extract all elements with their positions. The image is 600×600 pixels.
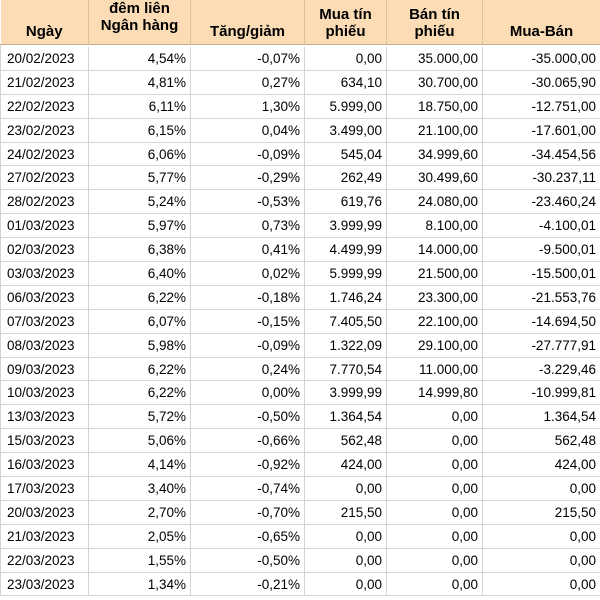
cell-change[interactable]: 0,04% [191,118,305,142]
cell-net-purchase-sale[interactable]: 215,50 [483,500,600,524]
cell-bill-purchase[interactable]: 5.999,99 [305,262,387,286]
cell-date[interactable]: 02/03/2023 [1,238,89,262]
cell-net-purchase-sale[interactable]: -21.553,76 [483,285,600,309]
header-interbank-rate[interactable]: đêm liên Ngân hàng [89,0,191,44]
cell-date[interactable]: 17/03/2023 [1,477,89,501]
table-row [1,333,600,357]
cell-interbank-rate[interactable]: 4,81% [89,70,191,94]
cell-bill-sale[interactable]: 0,00 [387,477,483,501]
cell-date[interactable]: 06/03/2023 [1,285,89,309]
cell-bill-sale[interactable]: 24.080,00 [387,190,483,214]
cell-date[interactable]: 21/03/2023 [1,524,89,548]
cell-change[interactable]: -0,53% [191,190,305,214]
table-row [1,453,600,477]
cell-date[interactable]: 24/02/2023 [1,142,89,166]
cell-bill-sale[interactable]: 0,00 [387,572,483,596]
table-row [1,572,600,596]
cell-bill-purchase[interactable]: 0,00 [305,572,387,596]
table-row [1,214,600,238]
cell-net-purchase-sale[interactable]: -3.229,46 [483,357,600,381]
cell-bill-sale[interactable]: 21.500,00 [387,262,483,286]
cell-change[interactable]: -0,92% [191,453,305,477]
cell-interbank-rate[interactable]: 6,40% [89,262,191,286]
table-row [1,94,600,118]
table-row [1,524,600,548]
cell-bill-purchase[interactable]: 562,48 [305,429,387,453]
header-bill-sale[interactable]: Bán tín phiếu [387,0,483,44]
header-net-purchase-sale[interactable]: Mua-Bán [483,0,600,44]
cell-net-purchase-sale[interactable]: -10.999,81 [483,381,600,405]
cell-net-purchase-sale[interactable]: -14.694,50 [483,309,600,333]
cell-change[interactable]: 0,24% [191,357,305,381]
cell-net-purchase-sale[interactable]: -27.777,91 [483,333,600,357]
cell-change[interactable]: -0,50% [191,405,305,429]
cell-bill-sale[interactable]: 0,00 [387,524,483,548]
cell-net-purchase-sale[interactable]: -15.500,01 [483,262,600,286]
cell-change[interactable]: -0,15% [191,309,305,333]
cell-bill-purchase[interactable]: 634,10 [305,70,387,94]
header-bill-purchase[interactable]: Mua tín phiếu [305,0,387,44]
cell-bill-sale[interactable]: 0,00 [387,548,483,572]
cell-change[interactable]: 0,00% [191,381,305,405]
table-row [1,47,600,71]
cell-bill-purchase[interactable]: 0,00 [305,548,387,572]
table-row [1,262,600,286]
cell-change[interactable]: -0,50% [191,548,305,572]
cell-bill-sale[interactable]: 23.300,00 [387,285,483,309]
cell-interbank-rate[interactable]: 5,97% [89,214,191,238]
cell-bill-sale[interactable]: 35.000,00 [387,47,483,71]
cell-date[interactable]: 23/03/2023 [1,572,89,596]
cell-interbank-rate[interactable]: 6,22% [89,381,191,405]
table-row [1,429,600,453]
cell-change[interactable]: -0,29% [191,166,305,190]
cell-date[interactable]: 21/02/2023 [1,70,89,94]
cell-interbank-rate[interactable]: 5,98% [89,333,191,357]
cell-net-purchase-sale[interactable]: -9.500,01 [483,238,600,262]
table-row [1,142,600,166]
table-row [1,166,600,190]
cell-bill-purchase[interactable]: 0,00 [305,477,387,501]
cell-net-purchase-sale[interactable]: -23.460,24 [483,190,600,214]
cell-net-purchase-sale[interactable]: -4.100,01 [483,214,600,238]
table-row [1,190,600,214]
cell-net-purchase-sale[interactable]: -30.237,11 [483,166,600,190]
cell-net-purchase-sale[interactable]: 0,00 [483,524,600,548]
cell-interbank-rate[interactable]: 6,22% [89,285,191,309]
cell-bill-sale[interactable]: 14.000,00 [387,238,483,262]
cell-date[interactable]: 23/02/2023 [1,118,89,142]
cell-interbank-rate[interactable]: 2,05% [89,524,191,548]
cell-date[interactable]: 22/03/2023 [1,548,89,572]
cell-change[interactable]: -0,09% [191,333,305,357]
header-row [1,0,600,44]
table-row [1,500,600,524]
table-row [1,477,600,501]
cell-net-purchase-sale[interactable]: -30.065,90 [483,70,600,94]
cell-bill-purchase[interactable]: 4.499,99 [305,238,387,262]
cell-net-purchase-sale[interactable]: 1.364,54 [483,405,600,429]
cell-bill-purchase[interactable]: 1.364,54 [305,405,387,429]
cell-interbank-rate[interactable]: 6,11% [89,94,191,118]
cell-bill-purchase[interactable]: 3.499,00 [305,118,387,142]
cell-date[interactable]: 07/03/2023 [1,309,89,333]
table-row [1,309,600,333]
cell-change[interactable]: -0,07% [191,47,305,71]
cell-net-purchase-sale[interactable]: 562,48 [483,429,600,453]
cell-change[interactable]: 0,27% [191,70,305,94]
cell-bill-purchase[interactable]: 1.746,24 [305,285,387,309]
cell-date[interactable]: 15/03/2023 [1,429,89,453]
cell-interbank-rate[interactable]: 2,70% [89,500,191,524]
table-row [1,405,600,429]
table-row [1,548,600,572]
cell-change[interactable]: -0,21% [191,572,305,596]
cell-bill-purchase[interactable]: 7.770,54 [305,357,387,381]
header-date[interactable]: Ngày [1,0,89,44]
cell-interbank-rate[interactable]: 6,15% [89,118,191,142]
cell-change[interactable]: -0,65% [191,524,305,548]
cell-interbank-rate[interactable]: 5,06% [89,429,191,453]
cell-bill-purchase[interactable]: 3.999,99 [305,214,387,238]
cell-bill-purchase[interactable]: 5.999,00 [305,94,387,118]
cell-date[interactable]: 13/03/2023 [1,405,89,429]
table-body [1,44,600,596]
cell-bill-sale[interactable]: 21.100,00 [387,118,483,142]
cell-date[interactable]: 10/03/2023 [1,381,89,405]
cell-bill-sale[interactable]: 0,00 [387,453,483,477]
table-row [1,118,600,142]
cell-interbank-rate[interactable]: 4,54% [89,47,191,71]
table-row [1,285,600,309]
cell-bill-sale[interactable]: 18.750,00 [387,94,483,118]
cell-bill-sale[interactable]: 14.999,80 [387,381,483,405]
cell-interbank-rate[interactable]: 3,40% [89,477,191,501]
cell-bill-purchase[interactable]: 0,00 [305,47,387,71]
cell-date[interactable]: 20/03/2023 [1,500,89,524]
cell-bill-sale[interactable]: 11.000,00 [387,357,483,381]
cell-bill-sale[interactable]: 8.100,00 [387,214,483,238]
cell-change[interactable]: 1,30% [191,94,305,118]
cell-bill-purchase[interactable]: 262,49 [305,166,387,190]
cell-interbank-rate[interactable]: 5,72% [89,405,191,429]
cell-net-purchase-sale[interactable]: 0,00 [483,548,600,572]
cell-bill-purchase[interactable]: 215,50 [305,500,387,524]
cell-change[interactable]: -0,18% [191,285,305,309]
cell-change[interactable]: -0,70% [191,500,305,524]
table-header [1,0,600,44]
cell-bill-purchase[interactable]: 545,04 [305,142,387,166]
table-row [1,357,600,381]
cell-net-purchase-sale[interactable]: 0,00 [483,572,600,596]
cell-bill-sale[interactable]: 30.499,60 [387,166,483,190]
cell-date[interactable]: 20/02/2023 [1,47,89,71]
cell-net-purchase-sale[interactable]: -35.000,00 [483,47,600,71]
cell-bill-purchase[interactable]: 0,00 [305,524,387,548]
cell-interbank-rate[interactable]: 6,22% [89,357,191,381]
cell-date[interactable]: 28/02/2023 [1,190,89,214]
cell-net-purchase-sale[interactable]: 0,00 [483,477,600,501]
cell-interbank-rate[interactable]: 5,24% [89,190,191,214]
cell-interbank-rate[interactable]: 6,38% [89,238,191,262]
cell-interbank-rate[interactable]: 6,07% [89,309,191,333]
cell-date[interactable]: 27/02/2023 [1,166,89,190]
cell-net-purchase-sale[interactable]: -17.601,00 [483,118,600,142]
cell-change[interactable]: -0,09% [191,142,305,166]
cell-bill-sale[interactable]: 0,00 [387,405,483,429]
cell-net-purchase-sale[interactable]: -12.751,00 [483,94,600,118]
cell-interbank-rate[interactable]: 1,34% [89,572,191,596]
cell-bill-sale[interactable]: 0,00 [387,500,483,524]
cell-date[interactable]: 22/02/2023 [1,94,89,118]
cell-bill-sale[interactable]: 29.100,00 [387,333,483,357]
cell-net-purchase-sale[interactable]: 424,00 [483,453,600,477]
cell-bill-sale[interactable]: 34.999,60 [387,142,483,166]
cell-bill-purchase[interactable]: 7.405,50 [305,309,387,333]
cell-interbank-rate[interactable]: 6,06% [89,142,191,166]
cell-change[interactable]: -0,66% [191,429,305,453]
cell-bill-purchase[interactable]: 1.322,09 [305,333,387,357]
cell-change[interactable]: -0,74% [191,477,305,501]
cell-date[interactable]: 08/03/2023 [1,333,89,357]
cell-date[interactable]: 03/03/2023 [1,262,89,286]
cell-date[interactable]: 16/03/2023 [1,453,89,477]
cell-interbank-rate[interactable]: 1,55% [89,548,191,572]
cell-bill-purchase[interactable]: 3.999,99 [305,381,387,405]
cell-net-purchase-sale[interactable]: -34.454,56 [483,142,600,166]
table-row [1,381,600,405]
cell-interbank-rate[interactable]: 5,77% [89,166,191,190]
table-row [1,238,600,262]
header-change[interactable]: Tăng/giảm [191,0,305,44]
cell-bill-sale[interactable]: 0,00 [387,429,483,453]
cell-change[interactable]: 0,41% [191,238,305,262]
table-row [1,70,600,94]
cell-bill-purchase[interactable]: 619,76 [305,190,387,214]
cell-date[interactable]: 01/03/2023 [1,214,89,238]
cell-bill-purchase[interactable]: 424,00 [305,453,387,477]
cell-interbank-rate[interactable]: 4,14% [89,453,191,477]
cell-bill-sale[interactable]: 22.100,00 [387,309,483,333]
cell-change[interactable]: 0,73% [191,214,305,238]
cell-bill-sale[interactable]: 30.700,00 [387,70,483,94]
cell-date[interactable]: 09/03/2023 [1,357,89,381]
cell-change[interactable]: 0,02% [191,262,305,286]
